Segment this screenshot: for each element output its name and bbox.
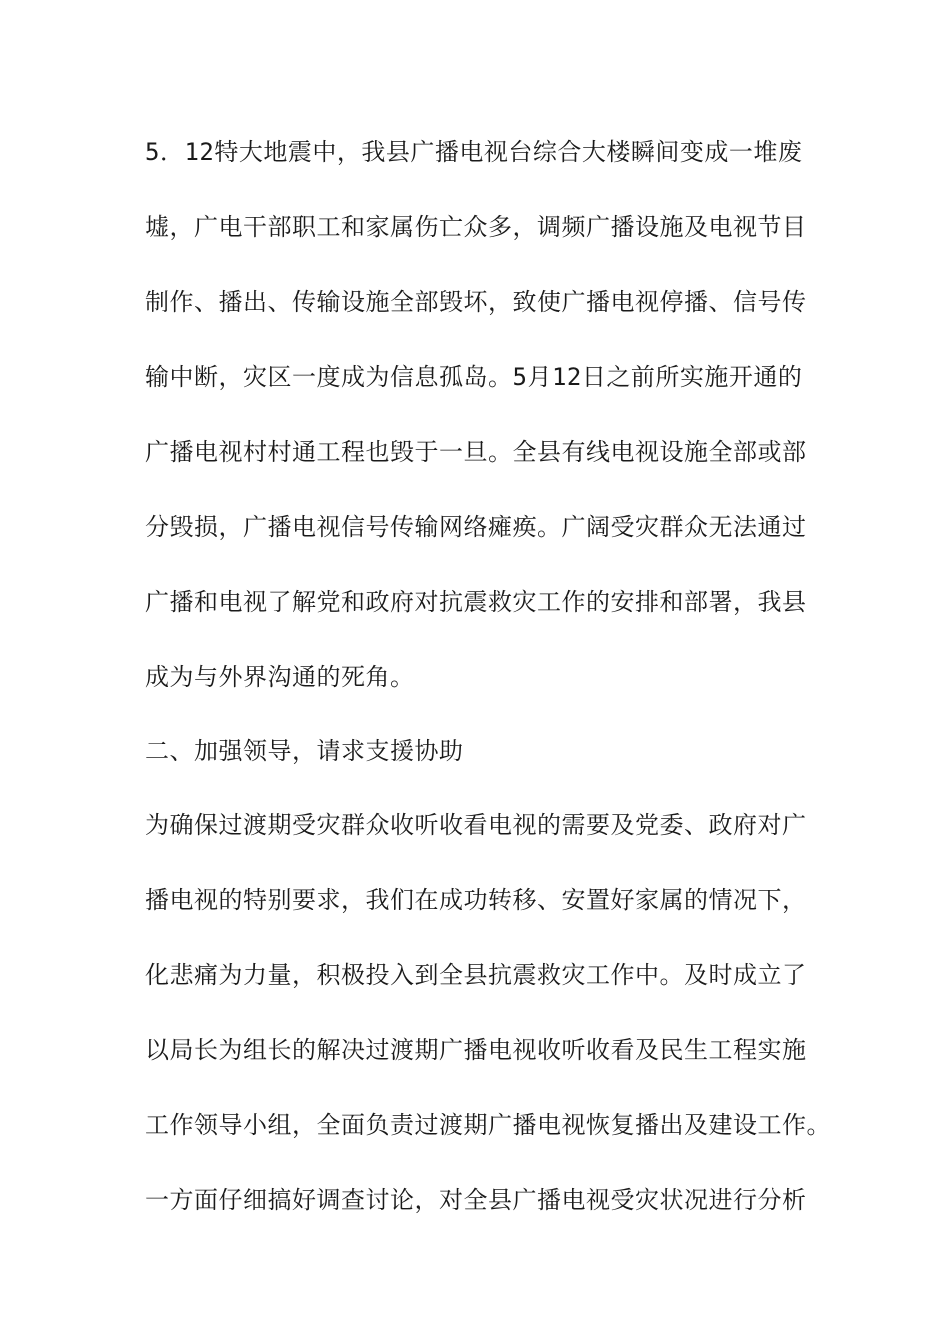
paragraph-line: 以局长为组长的解决过渡期广播电视收听收看及民生工程实施 — [145, 1036, 807, 1064]
paragraph-line: 广播电视村村通工程也毁于一旦。全县有线电视设施全部或部 — [145, 438, 807, 466]
paragraph-line: 输中断，灾区一度成为信息孤岛。5月12日之前所实施开通的 — [145, 363, 803, 391]
paragraph-line: 制作、播出、传输设施全部毁坏，致使广播电视停播、信号传 — [145, 288, 807, 316]
paragraph-line: 成为与外界沟通的死角。 — [145, 663, 415, 691]
section-heading: 二、加强领导，请求支援协助 — [145, 737, 464, 765]
paragraph-line: 一方面仔细搞好调查讨论，对全县广播电视受灾状况进行分析 — [145, 1186, 807, 1214]
paragraph-line: 化悲痛为力量，积极投入到全县抗震救灾工作中。及时成立了 — [145, 961, 807, 989]
paragraph-line: 工作领导小组，全面负责过渡期广播电视恢复播出及建设工作。 — [145, 1111, 831, 1139]
paragraph-line: 播电视的特别要求，我们在成功转移、安置好家属的情况下， — [145, 886, 807, 914]
paragraph-line: 墟，广电干部职工和家属伤亡众多，调频广播设施及电视节目 — [145, 213, 807, 241]
paragraph-line: 为确保过渡期受灾群众收听收看电视的需要及党委、政府对广 — [145, 811, 807, 839]
paragraph-line: 广播和电视了解党和政府对抗震救灾工作的安排和部署，我县 — [145, 588, 807, 616]
paragraph-line: 分毁损，广播电视信号传输网络瘫痪。广阔受灾群众无法通过 — [145, 513, 807, 541]
paragraph-line: 5．12特大地震中，我县广播电视台综合大楼瞬间变成一堆废 — [145, 138, 803, 166]
